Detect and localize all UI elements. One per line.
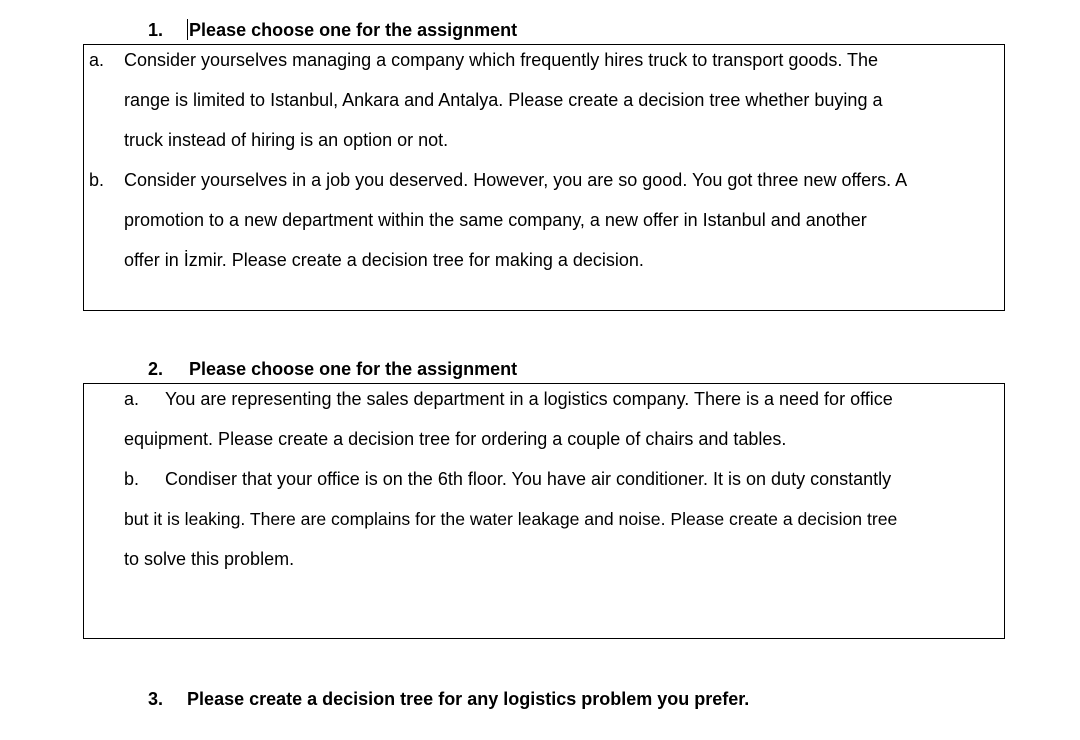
section-2-item-b-line-1: Condiser that your office is on the 6th floor. You have air conditioner. It is on duty constantly (165, 469, 892, 489)
section-2-title: Please choose one for the assignment (189, 359, 518, 379)
section-1-number: 1. (148, 20, 164, 40)
section-2-item-b-line-2: but it is leaking. There are complains for the water leakage and noise. Please create a decision tree (124, 509, 898, 529)
section-1-heading (148, 18, 517, 42)
section-2-item-b-line-3: to solve this problem. (124, 549, 295, 569)
section-3-title: Please create a decision tree for any logistics problem you prefer. (187, 689, 750, 709)
section-2-item-b-marker: b. (124, 469, 140, 489)
section-1-item-b-line-2: promotion to a new department within the same company, a new offer in Istanbul and another (124, 210, 867, 230)
section-1-item-b-marker: b. (89, 170, 105, 190)
section-2-number: 2. (148, 359, 164, 379)
section-1-item-a-marker: a. (89, 50, 105, 70)
section-2-heading (148, 357, 517, 381)
section-3-number: 3. (148, 689, 164, 709)
section-1-item-a-line-3: truck instead of hiring is an option or not. (124, 130, 449, 150)
section-2-item-a-line-1: You are representing the sales department in a logistics company. There is a need for office (165, 389, 893, 409)
section-2-item-a-marker: a. (124, 389, 140, 409)
section-1-item-a-line-1: Consider yourselves managing a company which frequently hires truck to transport goods. The (124, 50, 879, 70)
section-2-item-a-line-2: equipment. Please create a decision tree for ordering a couple of chairs and tables. (124, 429, 787, 449)
section-1-item-b-line-3: offer in İzmir. Please create a decision tree for making a decision. (124, 250, 644, 270)
section-3-heading (148, 687, 749, 711)
section-1-item-a-line-2: range is limited to Istanbul, Ankara and Antalya. Please create a decision tree whether buying a (124, 90, 883, 110)
section-1-item-b-line-1: Consider yourselves in a job you deserved. However, you are so good. You got three new offers. A (124, 170, 908, 190)
section-1-title: Please choose one for the assignment (189, 20, 518, 40)
text-cursor (187, 19, 188, 40)
